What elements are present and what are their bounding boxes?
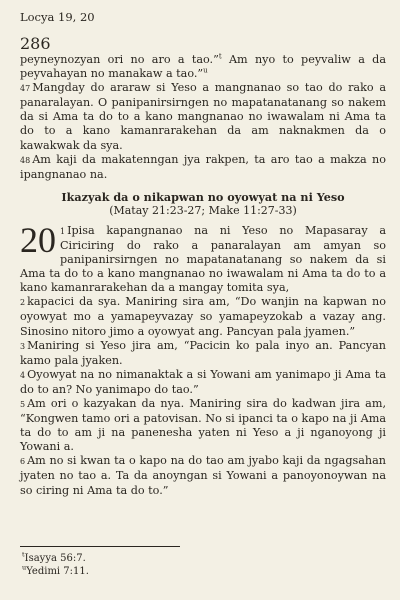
section-heading: Ikazyak da o nikapwan no oyowyat na ni Yeso xyxy=(61,189,345,204)
verse-number: 2 xyxy=(20,298,26,308)
verse-number: 1 xyxy=(60,226,66,236)
verse-number: 3 xyxy=(20,341,26,351)
footnote-mark: t xyxy=(22,550,25,559)
verse-6: 6 Am no si kwan ta o kapo na do tao am jyabo kaji da ngagsahan jyaten no tao a. Ta da anoyngan si Yowani a panoyonoywan na so ciring ni Ama ta do to.” xyxy=(20,454,386,497)
verse-48: 48 Am kaji da makatenngan jya rakpen, ta aro tao a makza no ipangnanao na. xyxy=(20,152,386,181)
verse-1: 20 1 Ipisa kapangnanao na ni Yeso no Mapasaray a Ciriciring do rako a panaralayan am amyan so panipanirsirngen no mapatanatanang so nakem da si Ama ta do to a kano mangnanao no iwawalam ni Ama ta do to a kano kamanrarakehan da a mangay tomita sya, xyxy=(20,219,386,295)
page-header xyxy=(20,10,386,28)
chapter-reference: Locya 19, 20 xyxy=(20,10,95,24)
verse-number: 6 xyxy=(20,457,26,467)
chapter-number: 20 xyxy=(20,219,56,260)
footnotes xyxy=(22,552,89,578)
footnote-marker: u xyxy=(203,66,208,75)
footnote: $^t$Isayya 56:7. xyxy=(22,550,86,564)
footnote-mark: u xyxy=(22,563,27,572)
verse-47: 47 Mangday do araraw si Yeso a mangnanao so tao do rako a panaralayan. O panipanirsirngen no mapatanatanang so nakem da si Ama ta do to a kano mangnanao no iwawalam ni Ama ta do to a kano kamanrarakehan da am naknakmen da o kawakwak da sya. xyxy=(20,81,386,152)
section-cross-references: (Matay 21:23-27; Make 11:27-33) xyxy=(109,203,297,217)
verse-number: 48 xyxy=(20,155,31,165)
verse-3: 3 Maniring si Yeso jira am, “Pacicin ko pala inyo an. Pancyan kamo pala jyaken. xyxy=(20,338,386,367)
footnote-marker: t xyxy=(218,52,222,61)
footnote-divider xyxy=(20,546,180,547)
footnote: $^u$Yedimi 7:11. xyxy=(22,563,89,577)
verse-2: 2 kapacici da sya. Maniring sira am, “Do wanjin na kapwan no oyowyat mo a yamapeyvazay so yamapeyzokab a vazay ang. Sinosino nitoro jimo a oyowyat ang. Pancyan pala jyamen.” xyxy=(20,295,386,338)
verse-5: 5 Am ori o kazyakan da nya. Maniring sira do kadwan jira am, “Kongwen tamo ori a patovisan. No si ipanci ta o kapo na ji Ama ta do to am ji na panenesha yaten ni Yeso a ji nganoyong ji Yowani a. xyxy=(20,396,386,454)
verse-number: 4 xyxy=(20,370,26,380)
verse-number: 47 xyxy=(20,84,31,94)
scripture-text xyxy=(20,53,386,498)
verse-number: 5 xyxy=(20,399,26,409)
verse-4: 4 Oyowyat na no nimanaktak a si Yowani am yanimapo ji Ama ta do to an? No yanimapo do tao.” xyxy=(20,367,386,396)
page-number: 286 xyxy=(20,34,51,53)
verse-continuation: peyneynozyan ori no aro a tao.”$^t$ Am nyo to peyvaliw a da peyvahayan no manakaw a tao.”$^u$ xyxy=(20,52,386,81)
